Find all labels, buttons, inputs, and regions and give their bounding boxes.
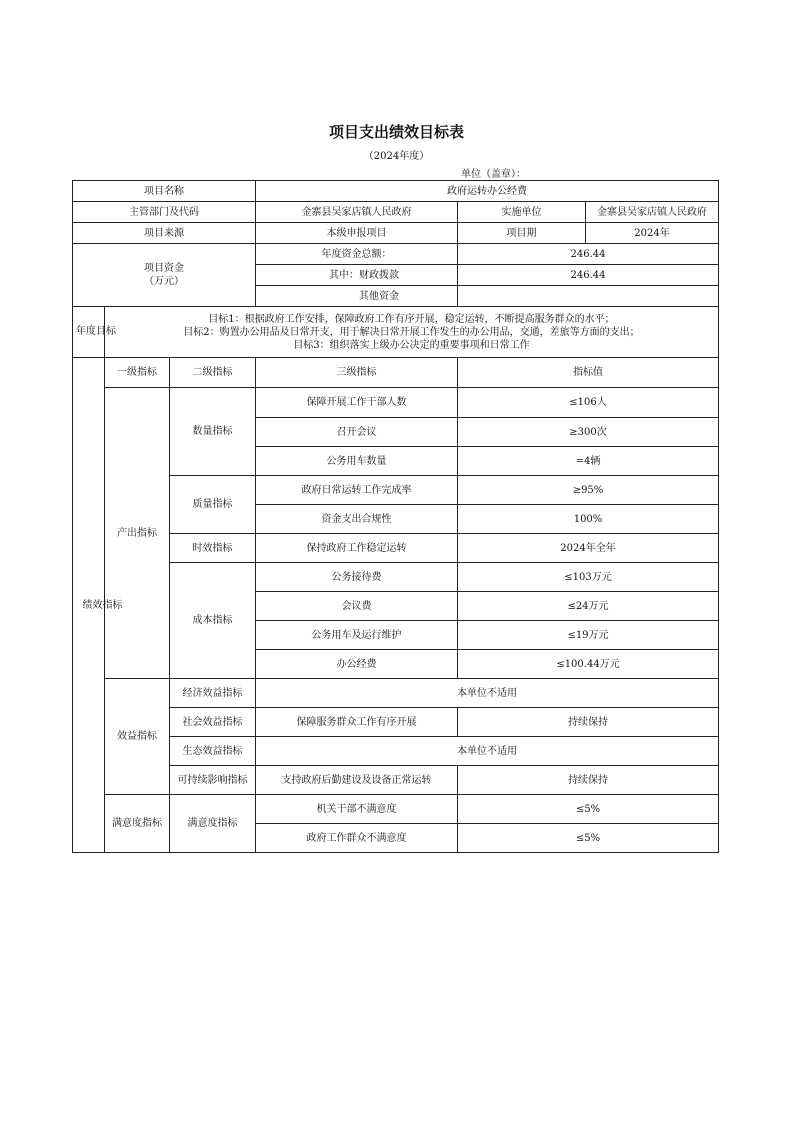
funds-total-label: 年度资金总额：: [256, 244, 458, 265]
annual-goals-row: [73, 307, 719, 358]
performance-table: [72, 180, 719, 853]
funds-total-row: [73, 244, 719, 265]
project-funds-label: 项目资金 （万元）: [73, 244, 256, 307]
value-header: 指标值: [458, 358, 719, 388]
indicator-name: 政府日常运转工作完成率: [256, 476, 458, 505]
satisfaction-level2-label: 满意度指标: [170, 795, 256, 853]
indicator-name: 支持政府后勤建设及设备正常运转: [256, 766, 458, 795]
funds-other-value: [458, 286, 719, 307]
department-row: [73, 202, 719, 223]
project-period-value: 2024年: [586, 223, 719, 244]
quantity-indicators-label: 数量指标: [170, 388, 256, 476]
indicator-value: 持续保持: [458, 708, 719, 737]
indicator-value: 2024年全年: [458, 534, 719, 563]
department-label: 主管部门及代码: [73, 202, 256, 223]
funds-other-label: 其他资金: [256, 286, 458, 307]
indicator-value: ≤5%: [458, 795, 719, 824]
indicator-name: 召开会议: [256, 418, 458, 447]
project-source-label: 项目来源: [73, 223, 256, 244]
indicator-value: ≤19万元: [458, 621, 719, 650]
indicator-name: 公务接待费: [256, 563, 458, 592]
indicator-row: [73, 795, 719, 824]
indicator-name: 机关干部不满意度: [256, 795, 458, 824]
indicator-name: 政府工作群众不满意度: [256, 824, 458, 853]
year-label: （2024年度）: [363, 151, 430, 162]
level2-header: 二级指标: [170, 358, 256, 388]
economic-indicators-label: 经济效益指标: [170, 679, 256, 708]
performance-indicators-label: 绩效指标: [73, 358, 105, 853]
indicator-header-row: [73, 358, 719, 388]
indicator-name: 资金支出合规性: [256, 505, 458, 534]
indicator-value: 持续保持: [458, 766, 719, 795]
ecological-indicators-label: 生态效益指标: [170, 737, 256, 766]
project-name-row: [73, 181, 719, 202]
indicator-row: [73, 534, 719, 563]
funds-total-value: 246.44: [458, 244, 719, 265]
indicator-value: ≤5%: [458, 824, 719, 853]
department-value: 金寨县吴家店镇人民政府: [256, 202, 458, 223]
level1-header: 一级指标: [105, 358, 170, 388]
level3-header: 三级指标: [256, 358, 458, 388]
indicator-merged-value: 本单位不适用: [256, 679, 719, 708]
unit-stamp-label: 单位（盖章）：: [461, 169, 526, 180]
indicator-row: [73, 563, 719, 592]
indicator-name: 办公经费: [256, 650, 458, 679]
indicator-merged-value: 本单位不适用: [256, 737, 719, 766]
indicator-row: [73, 476, 719, 505]
indicator-row: [73, 708, 719, 737]
indicator-value: 100%: [458, 505, 719, 534]
indicator-name: 保障服务群众工作有序开展: [256, 708, 458, 737]
indicator-value: ≥300次: [458, 418, 719, 447]
annual-goals-content: [105, 307, 719, 358]
funds-fiscal-label: 其中：财政拨款: [256, 265, 458, 286]
goal-item: 目标2：购置办公用品及日常开支，用于解决日常开展工作发生的办公用品，交通，差旅等方面的支出；: [183, 326, 640, 338]
implementing-unit-label: 实施单位: [458, 202, 586, 223]
sustainable-indicators-label: 可持续影响指标: [170, 766, 256, 795]
indicator-row: [73, 679, 719, 708]
implementing-unit-value: 金寨县吴家店镇人民政府: [586, 202, 719, 223]
goal-item: 目标1：根据政府工作安排，保障政府工作有序开展，稳定运转，不断提高服务群众的水平；: [208, 313, 615, 325]
indicator-value: ≤24万元: [458, 592, 719, 621]
indicator-name: 会议费: [256, 592, 458, 621]
satisfaction-level1-label: 满意度指标: [105, 795, 170, 853]
benefit-indicators-label: 效益指标: [105, 679, 170, 795]
indicator-value: ≤100.44万元: [458, 650, 719, 679]
indicator-name: 公务用车及运行维护: [256, 621, 458, 650]
indicator-value: ≤103万元: [458, 563, 719, 592]
indicator-value: ≥95%: [458, 476, 719, 505]
cost-indicators-label: 成本指标: [170, 563, 256, 679]
timeliness-indicators-label: 时效指标: [170, 534, 256, 563]
indicator-value: ≤106人: [458, 388, 719, 418]
indicator-row: [73, 737, 719, 766]
source-row: [73, 223, 719, 244]
indicator-name: 保持政府工作稳定运转: [256, 534, 458, 563]
goal-item: 目标3：组织落实上级办公决定的重要事项和日常工作: [293, 339, 530, 351]
social-indicators-label: 社会效益指标: [170, 708, 256, 737]
page-title: 项目支出绩效目标表: [328, 123, 464, 141]
indicator-name: 保障开展工作干部人数: [256, 388, 458, 418]
project-name-label: 项目名称: [73, 181, 256, 202]
quality-indicators-label: 质量指标: [170, 476, 256, 534]
annual-goals-label: 年度目标: [73, 307, 105, 358]
output-indicators-label: 产出指标: [105, 388, 170, 679]
indicator-name: 公务用车数量: [256, 447, 458, 476]
indicator-value: =4辆: [458, 447, 719, 476]
indicator-row: [73, 388, 719, 418]
project-period-label: 项目期: [458, 223, 586, 244]
project-source-value: 本级申报项目: [256, 223, 458, 244]
indicator-row: [73, 766, 719, 795]
project-name-value: 政府运转办公经费: [256, 181, 719, 202]
funds-fiscal-value: 246.44: [458, 265, 719, 286]
